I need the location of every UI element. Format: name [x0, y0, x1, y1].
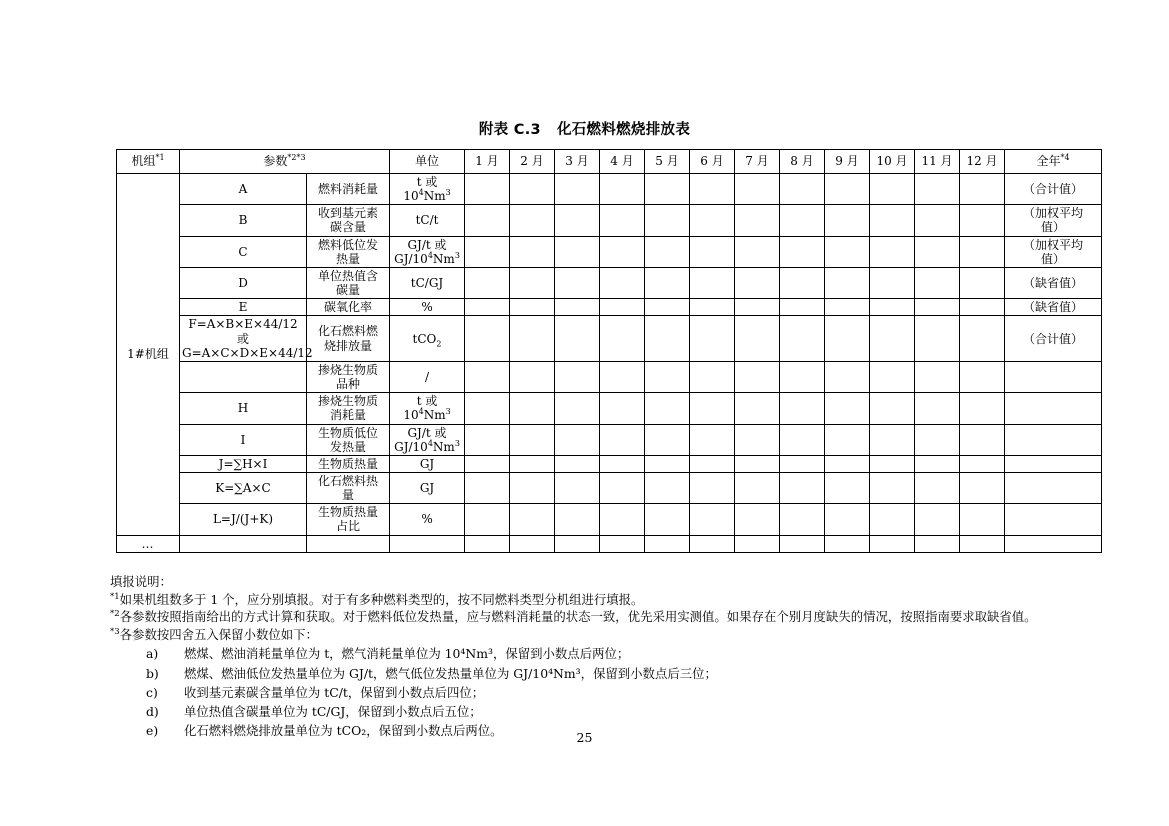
cell-month-value[interactable]: [465, 455, 510, 472]
cell-month-value[interactable]: [555, 393, 600, 424]
cell-month-value[interactable]: [600, 299, 645, 316]
cell-year-value[interactable]: （加权平均 值）: [1005, 205, 1102, 236]
cell-description: 燃料低位发 热量: [307, 236, 390, 267]
cell-month-value[interactable]: [465, 236, 510, 267]
list-item-letter: e): [146, 723, 159, 739]
cell-month-value[interactable]: [780, 504, 825, 535]
cell-month-value[interactable]: [735, 393, 780, 424]
header-month-10: 10 月: [870, 150, 915, 174]
cell-month-value[interactable]: [645, 504, 690, 535]
cell-month-value[interactable]: [915, 504, 960, 535]
page-number: 25: [576, 730, 593, 745]
cell-month-value[interactable]: [465, 393, 510, 424]
cell-month-value[interactable]: [510, 472, 555, 503]
cell-month-value[interactable]: [735, 267, 780, 298]
cell-month-value[interactable]: [690, 236, 735, 267]
cell-month-value[interactable]: [600, 455, 645, 472]
table-row: [117, 504, 1102, 535]
cell-month-value[interactable]: [915, 299, 960, 316]
header-month-5: 5 月: [645, 150, 690, 174]
cell-month-value[interactable]: [915, 267, 960, 298]
cell-month-value[interactable]: [600, 504, 645, 535]
cell-month-value[interactable]: [555, 455, 600, 472]
cell-month-value[interactable]: [870, 299, 915, 316]
emissions-table-wrap: [116, 149, 1084, 553]
cell-unit: tC/t: [390, 205, 465, 236]
list-item-text: 单位热值含碳量单位为 tC/GJ，保留到小数点后五位；: [184, 704, 482, 720]
header-month-11: 11 月: [915, 150, 960, 174]
cell-month-value[interactable]: [780, 393, 825, 424]
cell-unit: GJ/t 或 $GJ/10^4Nm^3$: [390, 236, 465, 267]
cell-symbol: B: [180, 205, 307, 236]
header-month-8: 8 月: [780, 150, 825, 174]
list-item-text: 燃煤、燃油消耗量单位为 t，燃气消耗量单位为 10⁴Nm³，保留到小数点后两位；: [184, 646, 630, 662]
cell-symbol: [180, 361, 307, 392]
cell-month-value[interactable]: [510, 236, 555, 267]
cell-month-value[interactable]: [780, 455, 825, 472]
cell-month-value[interactable]: [600, 472, 645, 503]
cell-month-value[interactable]: [600, 393, 645, 424]
cell-month-value[interactable]: [780, 472, 825, 503]
cell-unit[interactable]: [390, 535, 465, 552]
cell-month-value[interactable]: [960, 393, 1005, 424]
cell-symbol: C: [180, 236, 307, 267]
cell-month-value[interactable]: [510, 174, 555, 205]
cell-month-value[interactable]: [645, 424, 690, 455]
cell-month-value[interactable]: [825, 472, 870, 503]
cell-month-value[interactable]: [690, 504, 735, 535]
cell-year-value[interactable]: [1005, 472, 1102, 503]
cell-month-value[interactable]: [870, 316, 915, 361]
cell-month-value[interactable]: [870, 361, 915, 392]
header-month-9: 9 月: [825, 150, 870, 174]
footnote-marker: *4: [1060, 153, 1070, 163]
cell-month-value[interactable]: [735, 361, 780, 392]
cell-month-value[interactable]: [825, 205, 870, 236]
table-row: [117, 174, 1102, 205]
title-main: 化石燃料燃烧排放表: [556, 122, 691, 138]
cell-unit: t 或 $10^4Nm^3$: [390, 174, 465, 205]
cell-month-value[interactable]: [780, 424, 825, 455]
cell-month-value[interactable]: [825, 504, 870, 535]
note-item-3: $^{*3}$各参数按四舍五入保留小数位如下：: [110, 626, 318, 642]
cell-month-value[interactable]: [780, 267, 825, 298]
cell-month-value[interactable]: [600, 174, 645, 205]
cell-month-value[interactable]: [555, 236, 600, 267]
cell-description: 碳氧化率: [307, 299, 390, 316]
table-row: [117, 316, 1102, 361]
cell-month-value[interactable]: [510, 455, 555, 472]
title-prefix: 附表 C.3: [478, 122, 541, 138]
cell-month-value[interactable]: [600, 267, 645, 298]
cell-unit: GJ: [390, 455, 465, 472]
cell-month-value[interactable]: [960, 174, 1005, 205]
cell-month-value[interactable]: [870, 267, 915, 298]
cell-symbol: A: [180, 174, 307, 205]
cell-month-value[interactable]: [510, 504, 555, 535]
list-item-text: 化石燃料燃烧排放量单位为 tCO₂，保留到小数点后两位。: [184, 723, 503, 739]
cell-month-value[interactable]: [915, 424, 960, 455]
cell-month-value[interactable]: [870, 174, 915, 205]
cell-month-value[interactable]: [465, 424, 510, 455]
cell-year-value[interactable]: [1005, 455, 1102, 472]
header-month-2: 2 月: [510, 150, 555, 174]
table-row: [117, 361, 1102, 392]
cell-year-value[interactable]: （缺省值）: [1005, 299, 1102, 316]
cell-description: 化石燃料燃 烧排放量: [307, 316, 390, 361]
cell-month-value[interactable]: [780, 535, 825, 552]
list-item: [110, 702, 1100, 721]
cell-month-value[interactable]: [690, 174, 735, 205]
cell-month-value[interactable]: [825, 361, 870, 392]
cell-month-value[interactable]: [780, 174, 825, 205]
cell-month-value[interactable]: [510, 299, 555, 316]
cell-month-value[interactable]: [735, 236, 780, 267]
cell-symbol: I: [180, 424, 307, 455]
cell-month-value[interactable]: [600, 316, 645, 361]
table-row: [117, 424, 1102, 455]
cell-month-value[interactable]: [555, 316, 600, 361]
cell-year-value[interactable]: （缺省值）: [1005, 267, 1102, 298]
cell-month-value[interactable]: [555, 535, 600, 552]
header-month-7: 7 月: [735, 150, 780, 174]
cell-month-value[interactable]: [645, 267, 690, 298]
cell-description: 单位热值含 碳量: [307, 267, 390, 298]
header-parameter: 参数$^{*2*3}$: [180, 150, 390, 174]
cell-month-value[interactable]: [645, 316, 690, 361]
footnote-marker: *1: [110, 591, 120, 602]
cell-description: 生物质低位 发热量: [307, 424, 390, 455]
cell-month-value[interactable]: [825, 455, 870, 472]
cell-month-value[interactable]: [555, 472, 600, 503]
cell-month-value[interactable]: [510, 205, 555, 236]
cell-month-value[interactable]: [555, 205, 600, 236]
cell-year-value[interactable]: [1005, 504, 1102, 535]
cell-unit: /: [390, 361, 465, 392]
cell-month-value[interactable]: [960, 504, 1005, 535]
cell-month-value[interactable]: [645, 455, 690, 472]
cell-month-value[interactable]: [645, 393, 690, 424]
cell-unit: tCO$_2$: [390, 316, 465, 361]
cell-symbol: E: [180, 299, 307, 316]
footnote-marker: *2*3: [287, 153, 306, 163]
note-item-1: $^{*1}$如果机组数多于 1 个，应分别填报。对于有多种燃料类型的，按不同燃料类型分机组进行填报。: [110, 591, 644, 607]
notes-section: [110, 573, 1100, 741]
header-month-3: 3 月: [555, 150, 600, 174]
cell-month-value[interactable]: [780, 361, 825, 392]
cell-description: 收到基元素 碳含量: [307, 205, 390, 236]
cell-month-value[interactable]: [690, 393, 735, 424]
cell-month-value[interactable]: [735, 205, 780, 236]
cell-description: 化石燃料热 量: [307, 472, 390, 503]
cell-month-value[interactable]: [870, 236, 915, 267]
table-row: [117, 299, 1102, 316]
cell-month-value[interactable]: [915, 316, 960, 361]
cell-month-value[interactable]: [465, 205, 510, 236]
header-month-4: 4 月: [600, 150, 645, 174]
cell-month-value[interactable]: [960, 472, 1005, 503]
cell-month-value[interactable]: [915, 455, 960, 472]
cell-month-value[interactable]: [690, 299, 735, 316]
cell-month-value[interactable]: [870, 472, 915, 503]
cell-month-value[interactable]: [735, 174, 780, 205]
cell-unit-group: 1#机组: [117, 174, 180, 536]
header-unit: 单位: [390, 150, 465, 174]
cell-month-value[interactable]: [870, 504, 915, 535]
cell-symbol: K=∑A×C: [180, 472, 307, 503]
cell-month-value[interactable]: [825, 535, 870, 552]
cell-month-value[interactable]: [960, 316, 1005, 361]
cell-month-value[interactable]: [780, 236, 825, 267]
cell-month-value[interactable]: [600, 236, 645, 267]
cell-unit: %: [390, 299, 465, 316]
list-item-letter: a): [146, 646, 159, 662]
cell-month-value[interactable]: [600, 424, 645, 455]
cell-month-value[interactable]: [915, 205, 960, 236]
cell-month-value[interactable]: [915, 535, 960, 552]
cell-month-value[interactable]: [555, 174, 600, 205]
cell-month-value[interactable]: [915, 472, 960, 503]
cell-month-value[interactable]: [870, 424, 915, 455]
cell-month-value[interactable]: [960, 236, 1005, 267]
cell-month-value[interactable]: [825, 236, 870, 267]
cell-symbol: L=J/(J+K): [180, 504, 307, 535]
cell-month-value[interactable]: [645, 205, 690, 236]
cell-month-value[interactable]: [465, 316, 510, 361]
cell-symbol: H: [180, 393, 307, 424]
cell-description[interactable]: [307, 535, 390, 552]
list-item: [110, 683, 1100, 702]
cell-month-value[interactable]: [870, 393, 915, 424]
table-row-more: [117, 535, 1102, 552]
cell-month-value[interactable]: [465, 535, 510, 552]
list-item-letter: b): [146, 665, 159, 681]
cell-month-value[interactable]: [960, 424, 1005, 455]
list-item: [110, 644, 1100, 663]
cell-month-value[interactable]: [960, 455, 1005, 472]
cell-description: 掺烧生物质 消耗量: [307, 393, 390, 424]
cell-more-units: …: [117, 535, 180, 552]
list-item-letter: d): [146, 704, 159, 720]
cell-year-value[interactable]: （合计值）: [1005, 174, 1102, 205]
cell-month-value[interactable]: [555, 267, 600, 298]
cell-month-value[interactable]: [825, 424, 870, 455]
header-unit-group: 机组$^{*1}$: [117, 150, 180, 174]
header-month-1: 1 月: [465, 150, 510, 174]
header-year: 全年$^{*4}$: [1005, 150, 1102, 174]
table-row: [117, 472, 1102, 503]
cell-description: 燃料消耗量: [307, 174, 390, 205]
cell-description: 掺烧生物质 品种: [307, 361, 390, 392]
rounding-rules-list: [110, 644, 1100, 740]
cell-year-value[interactable]: （加权平均 值）: [1005, 236, 1102, 267]
cell-month-value[interactable]: [465, 361, 510, 392]
cell-year-value[interactable]: [1005, 424, 1102, 455]
list-item-letter: c): [146, 684, 158, 700]
table-row: [117, 455, 1102, 472]
cell-month-value[interactable]: [510, 267, 555, 298]
cell-month-value[interactable]: [915, 361, 960, 392]
cell-month-value[interactable]: [600, 205, 645, 236]
footnote-marker: *2: [110, 609, 120, 620]
cell-month-value[interactable]: [960, 205, 1005, 236]
cell-symbol: J=∑H×I: [180, 455, 307, 472]
cell-description: 生物质热量 占比: [307, 504, 390, 535]
cell-month-value[interactable]: [690, 472, 735, 503]
cell-month-value[interactable]: [645, 535, 690, 552]
list-item-text: 收到基元素碳含量单位为 tC/t，保留到小数点后四位；: [184, 684, 485, 700]
cell-month-value[interactable]: [555, 424, 600, 455]
cell-month-value[interactable]: [555, 299, 600, 316]
cell-month-value[interactable]: [600, 535, 645, 552]
list-item-text: 燃煤、燃油低位发热量单位为 GJ/t，燃气低位发热量单位为 GJ/10⁴Nm³，保留到小数点后三位；: [184, 665, 717, 681]
note-item-2: $^{*2}$各参数按照指南给出的方式计算和获取。对于燃料低位发热量，应与燃料消耗量的状态一致，优先采用实测值。如果存在个别月度缺失的情况，按照指南要求取缺省值。: [110, 609, 1037, 625]
cell-month-value[interactable]: [645, 361, 690, 392]
cell-month-value[interactable]: [465, 267, 510, 298]
footnote-marker: *3: [110, 626, 120, 637]
cell-month-value[interactable]: [915, 236, 960, 267]
cell-month-value[interactable]: [465, 472, 510, 503]
cell-month-value[interactable]: [690, 455, 735, 472]
cell-month-value[interactable]: [825, 267, 870, 298]
cell-month-value[interactable]: [600, 361, 645, 392]
cell-month-value[interactable]: [735, 316, 780, 361]
cell-year-value[interactable]: [1005, 361, 1102, 392]
cell-month-value[interactable]: [915, 174, 960, 205]
cell-month-value[interactable]: [465, 174, 510, 205]
cell-unit: t 或 $10^4Nm^3$: [390, 393, 465, 424]
cell-month-value[interactable]: [510, 316, 555, 361]
cell-month-value[interactable]: [735, 299, 780, 316]
cell-symbol[interactable]: [180, 535, 307, 552]
table-row: [117, 205, 1102, 236]
header-month-12: 12 月: [960, 150, 1005, 174]
cell-year-value[interactable]: （合计值）: [1005, 316, 1102, 361]
cell-month-value[interactable]: [690, 535, 735, 552]
cell-symbol: F=A×B×E×44/12 或 G=A×C×D×E×44/12: [180, 316, 307, 361]
cell-month-value[interactable]: [735, 504, 780, 535]
cell-month-value[interactable]: [645, 299, 690, 316]
cell-year-value[interactable]: [1005, 535, 1102, 552]
cell-month-value[interactable]: [960, 299, 1005, 316]
cell-month-value[interactable]: [555, 504, 600, 535]
cell-month-value[interactable]: [510, 361, 555, 392]
cell-month-value[interactable]: [690, 267, 735, 298]
cell-month-value[interactable]: [780, 299, 825, 316]
cell-month-value[interactable]: [690, 316, 735, 361]
table-row: [117, 236, 1102, 267]
cell-month-value[interactable]: [870, 205, 915, 236]
cell-month-value[interactable]: [780, 316, 825, 361]
cell-month-value[interactable]: [825, 174, 870, 205]
footnote-marker: *1: [155, 153, 165, 163]
notes-heading: 填报说明：: [110, 574, 172, 589]
fossil-fuel-emissions-table: [116, 149, 1102, 553]
cell-month-value[interactable]: [690, 205, 735, 236]
cell-month-value[interactable]: [870, 535, 915, 552]
header-month-6: 6 月: [690, 150, 735, 174]
cell-month-value[interactable]: [735, 535, 780, 552]
cell-description: 生物质热量: [307, 455, 390, 472]
cell-month-value[interactable]: [645, 472, 690, 503]
table-row: [117, 267, 1102, 298]
cell-month-value[interactable]: [465, 299, 510, 316]
page-title: [0, 118, 1169, 139]
cell-month-value[interactable]: [780, 205, 825, 236]
cell-month-value[interactable]: [960, 361, 1005, 392]
cell-symbol: D: [180, 267, 307, 298]
cell-month-value[interactable]: [645, 174, 690, 205]
cell-month-value[interactable]: [960, 535, 1005, 552]
cell-month-value[interactable]: [510, 393, 555, 424]
cell-unit: tC/GJ: [390, 267, 465, 298]
cell-month-value[interactable]: [825, 299, 870, 316]
cell-month-value[interactable]: [510, 535, 555, 552]
cell-unit: GJ: [390, 472, 465, 503]
cell-month-value[interactable]: [735, 472, 780, 503]
cell-month-value[interactable]: [510, 424, 555, 455]
cell-unit: GJ/t 或 $GJ/10^4Nm^3$: [390, 424, 465, 455]
cell-month-value[interactable]: [825, 316, 870, 361]
cell-year-value[interactable]: [1005, 393, 1102, 424]
cell-month-value[interactable]: [690, 361, 735, 392]
list-item: [110, 664, 1100, 683]
cell-month-value[interactable]: [645, 236, 690, 267]
cell-month-value[interactable]: [735, 424, 780, 455]
table-header-row: [117, 150, 1102, 174]
cell-month-value[interactable]: [465, 504, 510, 535]
table-row: [117, 393, 1102, 424]
cell-month-value[interactable]: [825, 393, 870, 424]
cell-month-value[interactable]: [690, 424, 735, 455]
cell-month-value[interactable]: [735, 455, 780, 472]
cell-month-value[interactable]: [870, 455, 915, 472]
cell-month-value[interactable]: [555, 361, 600, 392]
cell-month-value[interactable]: [915, 393, 960, 424]
cell-month-value[interactable]: [960, 267, 1005, 298]
cell-unit: %: [390, 504, 465, 535]
